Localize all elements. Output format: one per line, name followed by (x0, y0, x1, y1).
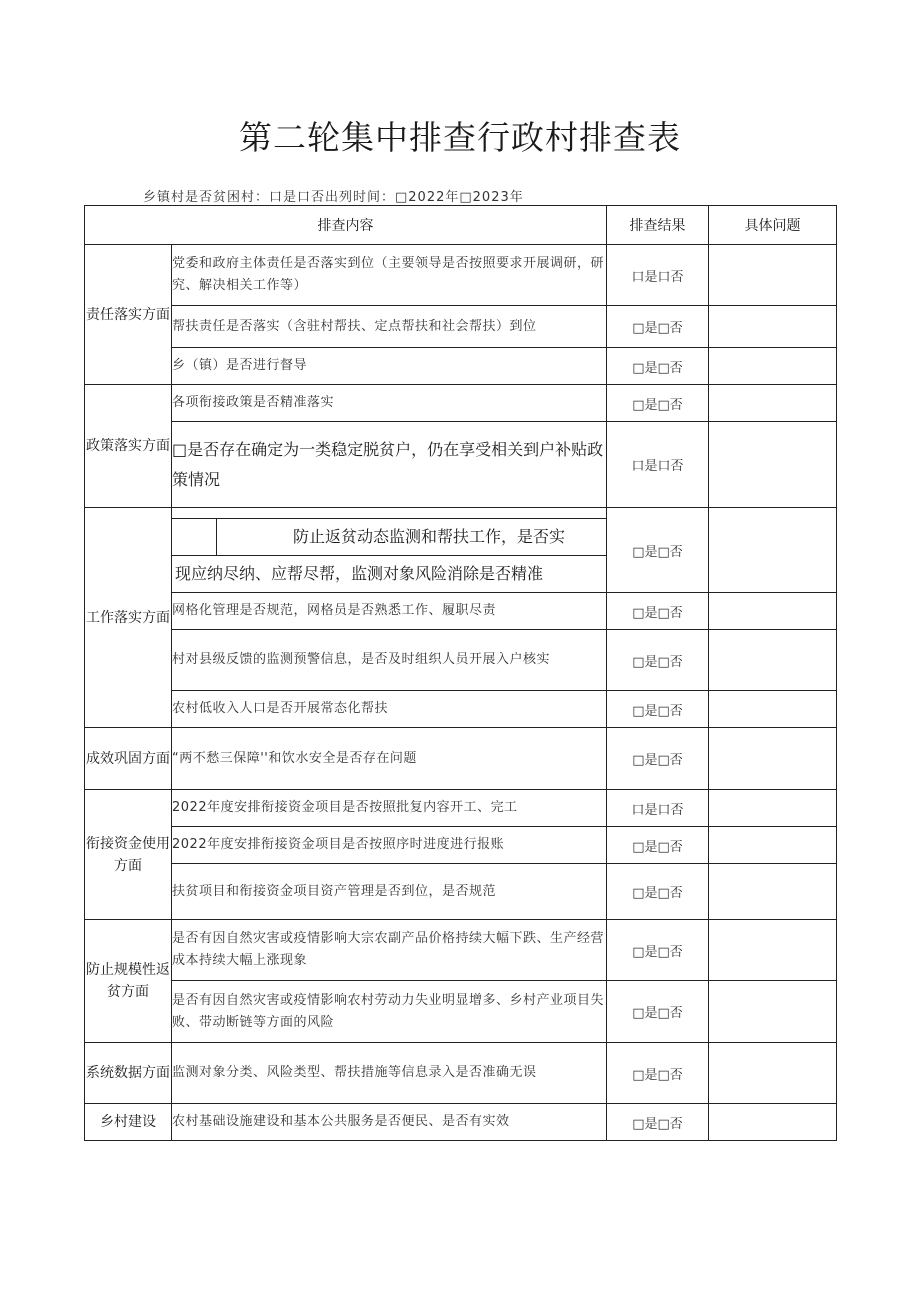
table-row (85, 306, 837, 348)
detail-cell[interactable] (709, 920, 837, 981)
detail-cell[interactable] (709, 348, 837, 385)
detail-cell[interactable] (709, 508, 837, 593)
table-row (85, 864, 837, 920)
content-cell-nested (172, 508, 607, 593)
content-cell: 是否有因自然灾害或疫情影响大宗农副产品价格持续大幅下跌、生产经营成本持续大幅上涨现象 (172, 920, 607, 981)
result-checkbox[interactable]: □是□否 (607, 864, 709, 920)
detail-cell[interactable] (709, 728, 837, 790)
detail-cell[interactable] (709, 1043, 837, 1104)
nested-row (172, 519, 606, 556)
result-checkbox[interactable]: 口是口否 (607, 790, 709, 827)
category-cell: 成效巩固方面 (85, 728, 172, 790)
content-cell: 乡（镇）是否进行督导 (172, 348, 607, 385)
content-cell: 农村基础设施建设和基本公共服务是否便民、是否有实效 (172, 1104, 607, 1141)
table-row (85, 790, 837, 827)
result-checkbox[interactable]: □是□否 (607, 306, 709, 348)
table-row (85, 348, 837, 385)
result-checkbox[interactable]: □是□否 (607, 1104, 709, 1141)
header-content: 排查内容 (85, 206, 607, 245)
table-row (85, 385, 837, 422)
result-checkbox[interactable]: □是□否 (607, 981, 709, 1043)
content-cell: 网格化管理是否规范，网格员是否熟悉工作、履职尽责 (172, 593, 607, 630)
result-checkbox[interactable]: □是□否 (607, 920, 709, 981)
category-cell: 防止规模性返贫方面 (85, 920, 172, 1043)
result-checkbox[interactable]: 口是口否 (607, 422, 709, 508)
table-row (85, 245, 837, 306)
village-info-line: 乡镇村是否贫困村：口是口否出列时间：□2022年□2023年 (143, 190, 524, 205)
header-result: 排查结果 (607, 206, 709, 245)
category-cell: 系统数据方面 (85, 1043, 172, 1104)
nested-blank-row (172, 508, 606, 519)
result-checkbox[interactable]: □是□否 (607, 508, 709, 593)
detail-cell[interactable] (709, 864, 837, 920)
result-checkbox[interactable]: □是□否 (607, 348, 709, 385)
table-row (85, 1043, 837, 1104)
result-checkbox[interactable]: □是□否 (607, 593, 709, 630)
detail-cell[interactable] (709, 593, 837, 630)
result-checkbox[interactable]: □是□否 (607, 827, 709, 864)
nested-text: 防止返贫动态监测和帮扶工作，是否实 (293, 527, 566, 546)
table-row (85, 508, 837, 593)
table-row (85, 827, 837, 864)
table-row (85, 728, 837, 790)
category-cell: 衔接资金使用方面 (85, 790, 172, 920)
page-title: 第二轮集中排查行政村排查表 (239, 118, 681, 157)
result-checkbox[interactable]: □是□否 (607, 1043, 709, 1104)
detail-cell[interactable] (709, 306, 837, 348)
result-checkbox[interactable]: □是□否 (607, 385, 709, 422)
content-cell: 2022年度安排衔接资金项目是否按照批复内容开工、完工 (172, 790, 607, 827)
nested-text-continued: 现应纳尽纳、应帮尽帮，监测对象风险消除是否精准 (175, 564, 544, 583)
category-cell: 乡村建设 (85, 1104, 172, 1141)
detail-cell[interactable] (709, 790, 837, 827)
detail-cell[interactable] (709, 827, 837, 864)
content-cell: □是否存在确定为一类稳定脱贫户，仍在享受相关到户补贴政策情况 (172, 422, 607, 508)
category-cell: 工作落实方面 (85, 508, 172, 728)
detail-cell[interactable] (709, 981, 837, 1043)
content-cell: 各项衔接政策是否精准落实 (172, 385, 607, 422)
table-row (85, 1104, 837, 1141)
nested-blank-cell (172, 519, 217, 555)
inspection-table (84, 205, 837, 1141)
detail-cell[interactable] (709, 630, 837, 691)
header-detail: 具体问题 (709, 206, 837, 245)
table-header-row (85, 206, 837, 245)
table-row (85, 920, 837, 981)
content-cell: 扶贫项目和衔接资金项目资产管理是否到位，是否规范 (172, 864, 607, 920)
result-checkbox[interactable]: □是□否 (607, 630, 709, 691)
content-cell: 农村低收入人口是否开展常态化帮扶 (172, 691, 607, 728)
detail-cell[interactable] (709, 245, 837, 306)
result-checkbox[interactable]: □是□否 (607, 728, 709, 790)
table-row (85, 630, 837, 691)
result-checkbox[interactable]: 口是口否 (607, 245, 709, 306)
result-checkbox[interactable]: □是□否 (607, 691, 709, 728)
table-row (85, 593, 837, 630)
content-cell: 是否有因自然灾害或疫情影响农村劳动力失业明显增多、乡村产业项目失败、带动断链等方面的风险 (172, 981, 607, 1043)
content-cell: 帮扶责任是否落实（含驻村帮扶、定点帮扶和社会帮扶）到位 (172, 306, 607, 348)
detail-cell[interactable] (709, 385, 837, 422)
detail-cell[interactable] (709, 691, 837, 728)
table-row (85, 691, 837, 728)
table-row (85, 422, 837, 508)
category-cell: 政策落实方面 (85, 385, 172, 508)
content-cell: 党委和政府主体责任是否落实到位（主要领导是否按照要求开展调研，研究、解决相关工作等） (172, 245, 607, 306)
detail-cell[interactable] (709, 422, 837, 508)
table-row (85, 981, 837, 1043)
detail-cell[interactable] (709, 1104, 837, 1141)
content-cell: 监测对象分类、风险类型、帮扶措施等信息录入是否准确无误 (172, 1043, 607, 1104)
category-cell: 责任落实方面 (85, 245, 172, 385)
content-cell: 村对县级反馈的监测预警信息，是否及时组织人员开展入户核实 (172, 630, 607, 691)
content-cell: 2022年度安排衔接资金项目是否按照序时进度进行报账 (172, 827, 607, 864)
content-cell: “两不愁三保障''和饮水安全是否存在问题 (172, 728, 607, 790)
